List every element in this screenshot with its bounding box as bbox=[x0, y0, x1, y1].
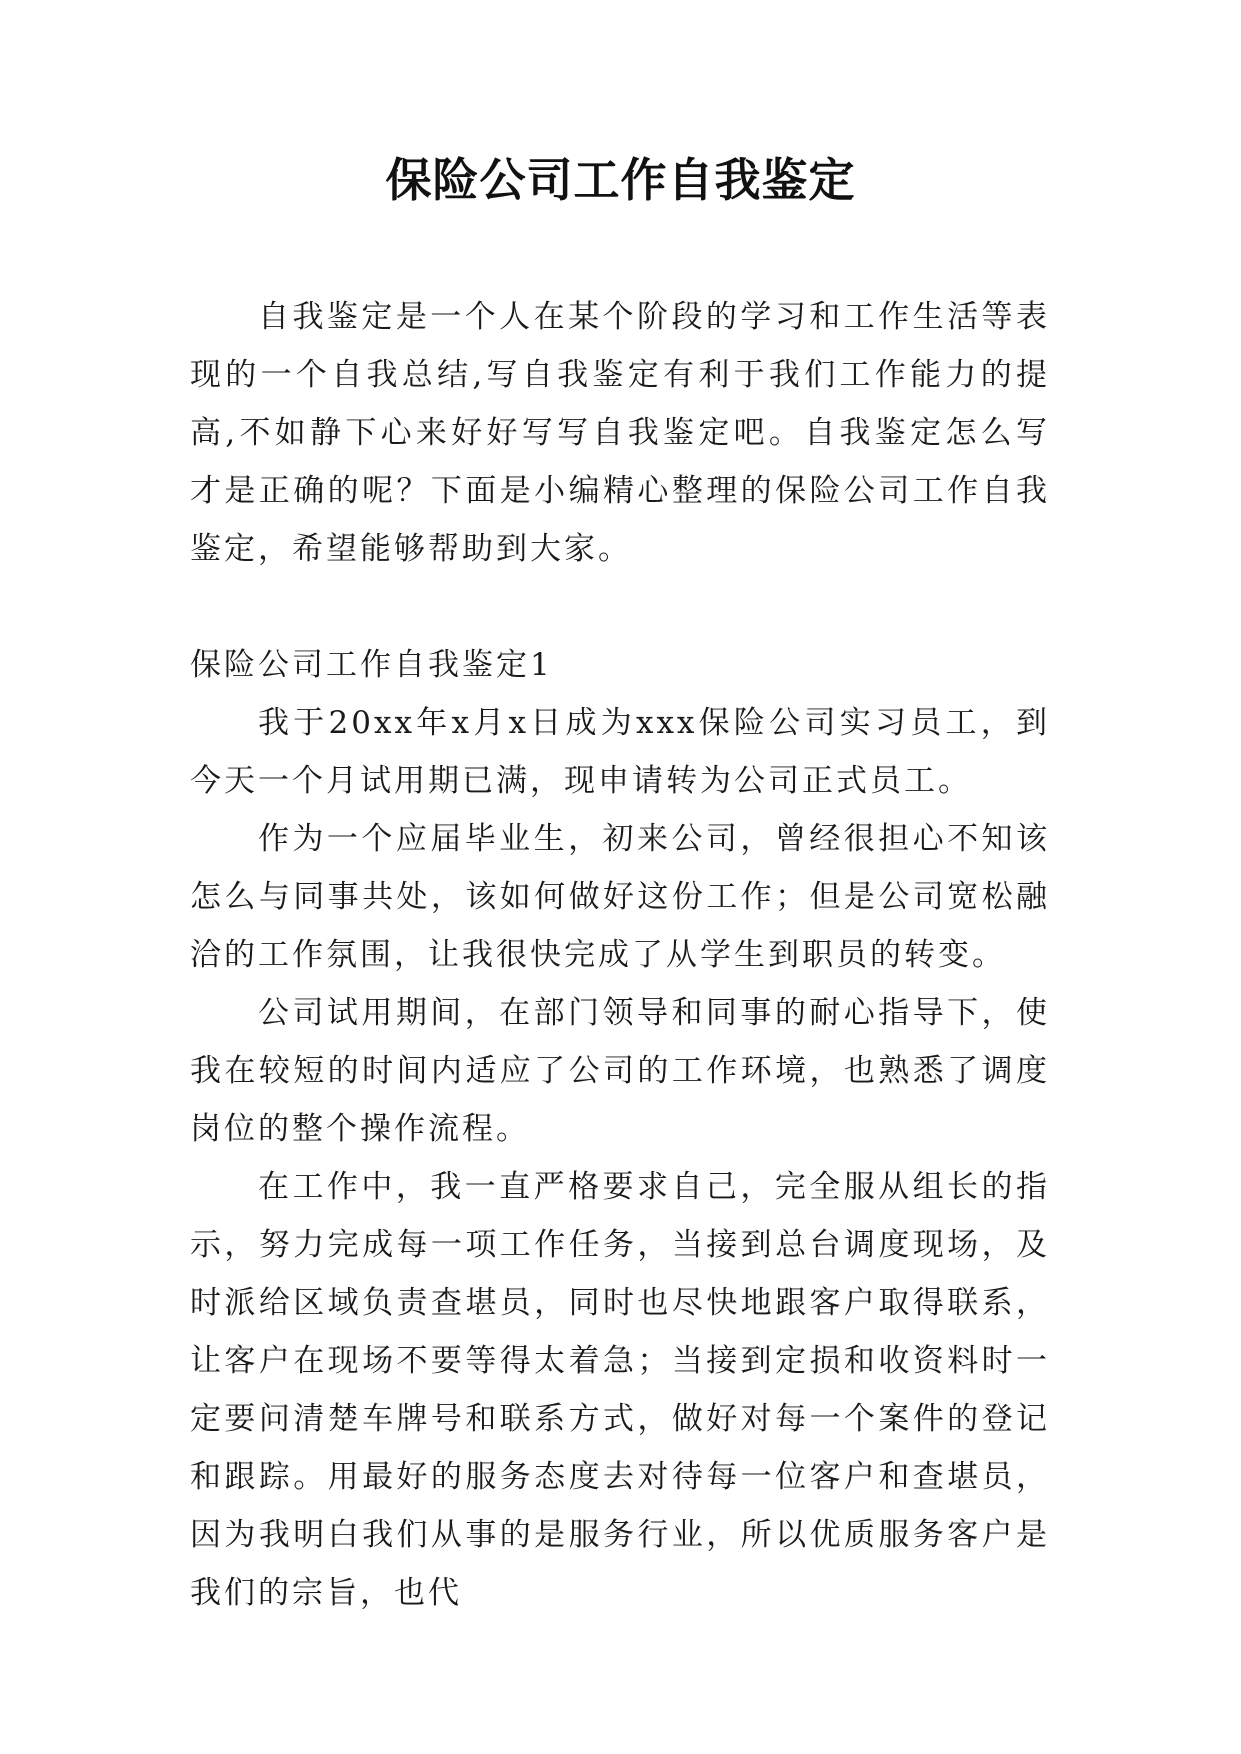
document-title: 保险公司工作自我鉴定 bbox=[385, 153, 856, 207]
paragraph-4: 在工作中，我一直严格要求自己，完全服从组长的指示，努力完成每一项工作任务，当接到总台调度现场，及时派给区域负责查堪员，同时也尽快地跟客户取得联系，让客户在现场不要等得太着急；当接到定损和收资料时一定要问清楚车牌号和联系方式，做好对每一个案件的登记和跟踪。用最好的服务态度去对待每一位客户和查堪员，因为我明白我们从事的是服务行业，所以优质服务客户是我们的宗旨，也代 bbox=[190, 1169, 1050, 1611]
content-section bbox=[190, 636, 1050, 1622]
paragraph-3: 公司试用期间，在部门领导和同事的耐心指导下，使我在较短的时间内适应了公司的工作环境，也熟悉了调度岗位的整个操作流程。 bbox=[190, 995, 1050, 1147]
intro-section bbox=[190, 288, 1050, 578]
intro-paragraph: 自我鉴定是一个人在某个阶段的学习和工作生活等表现的一个自我总结,写自我鉴定有利于我们工作能力的提高,不如静下心来好好写写自我鉴定吧。自我鉴定怎么写才是正确的呢？下面是小编精心整理的保险公司工作自我鉴定，希望能够帮助到大家。 bbox=[190, 299, 1050, 567]
paragraph-2: 作为一个应届毕业生，初来公司，曾经很担心不知该怎么与同事共处，该如何做好这份工作；但是公司宽松融洽的工作氛围，让我很快完成了从学生到职员的转变。 bbox=[190, 821, 1050, 973]
section-heading: 保险公司工作自我鉴定1 bbox=[190, 647, 553, 683]
paragraph-1: 我于20xx年x月x日成为xxx保险公司实习员工，到今天一个月试用期已满，现申请转为公司正式员工。 bbox=[190, 705, 1050, 799]
